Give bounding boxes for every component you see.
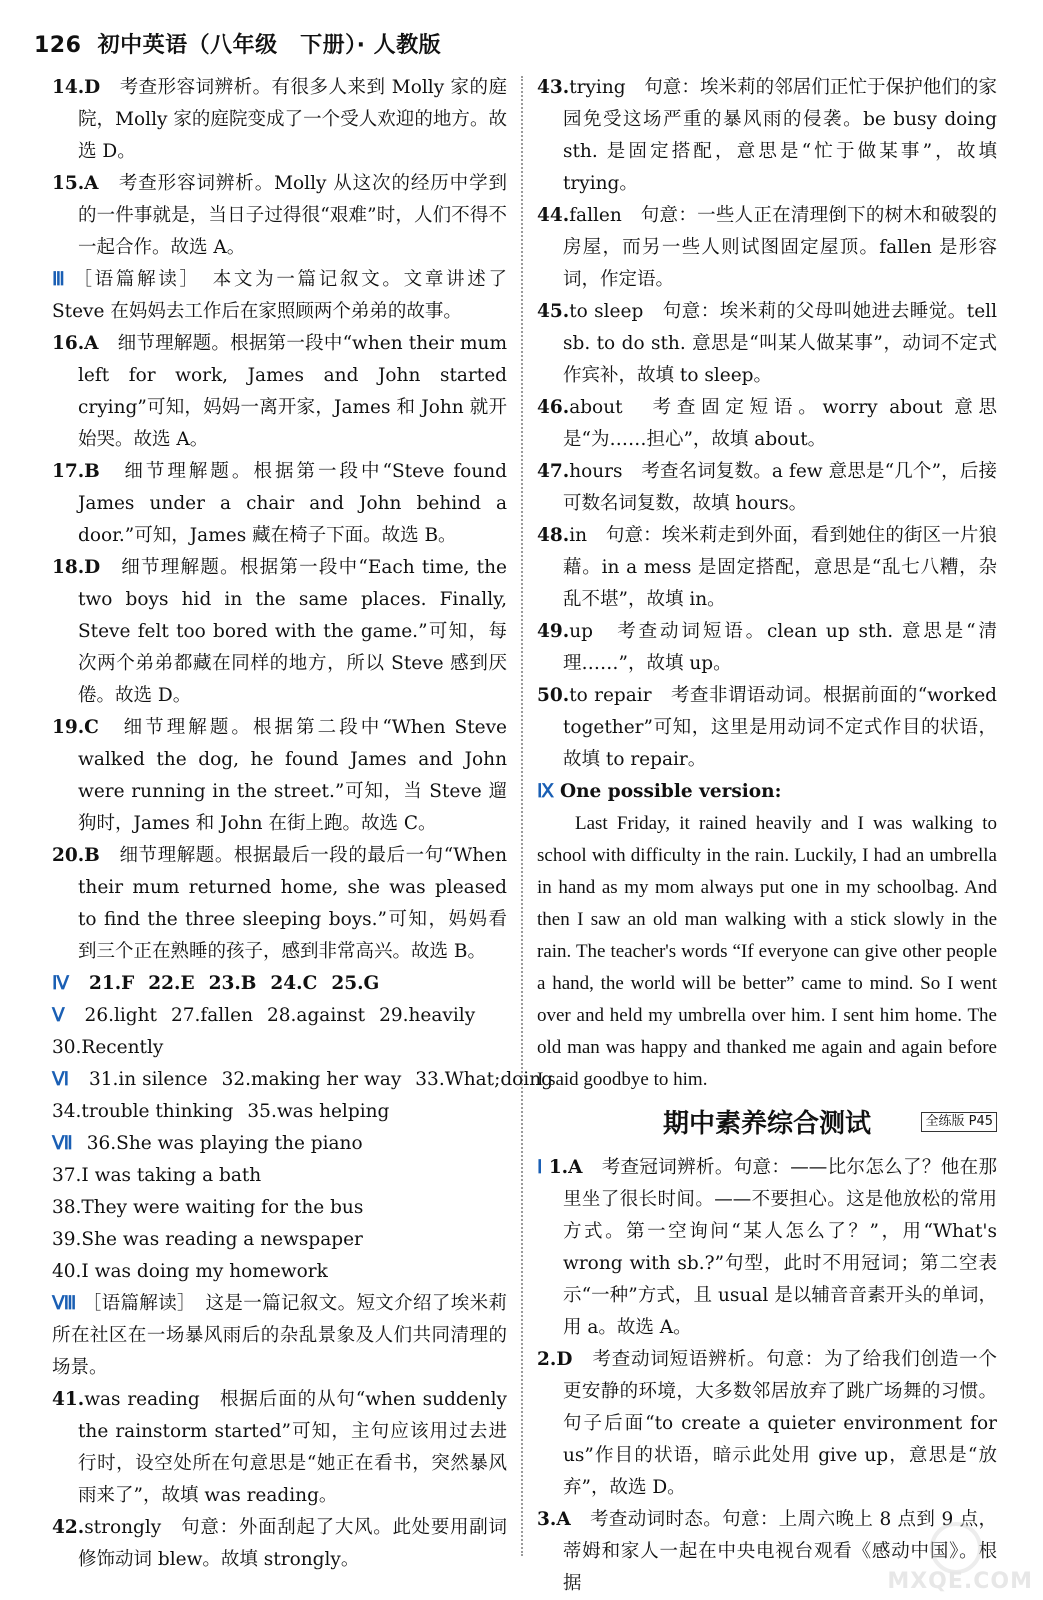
- answer-item: 48.in 句意：埃米莉走到外面，看到她住的街区一片狼藉。in a mess 是固定搭配，意思是“乱七八糟，杂乱不堪”，故填 in。: [537, 525, 997, 610]
- section-mark: Ⅳ: [52, 974, 70, 994]
- section-7-answers: Ⅶ 36.She was playing the piano: [52, 1133, 363, 1154]
- answer-line: 39.She was reading a newspaper: [52, 1229, 363, 1250]
- answer-item: 17.B 细节理解题。根据第一段中“Steve found James under a chair and John behind a door.”可知，James 藏在椅子下面。故选 B。: [52, 461, 507, 546]
- watermark-text: MXQE.COM: [887, 1569, 1033, 1594]
- answer-item: 50.to repair 考查非谓语动词。根据前面的“worked together”可知，这里是用动词不定式作目的状语，故填 to repair。: [537, 685, 997, 770]
- section-mark: Ⅵ: [52, 1070, 70, 1090]
- answer-line: 30.Recently: [52, 1037, 164, 1058]
- section-mark: Ⅸ: [537, 782, 554, 802]
- watermark-logo: [887, 1534, 1037, 1594]
- answer-item: 47.hours 考查名词复数。a few 意思是“几个”，后接可数名词复数，故填 hours。: [537, 461, 997, 514]
- answer-item: 46.about 考查固定短语。worry about 意思是“为……担心”，故填 about。: [537, 397, 997, 450]
- section-5-answers: Ⅴ 26.light 27.fallen 28.against 29.heavily: [52, 1005, 476, 1026]
- right-column: [537, 72, 997, 1600]
- answer-item: 2.D 考查动词短语辨析。句意：为了给我们创造一个更安静的环境，大多数邻居放弃了跳广场舞的习惯。句子后面“to create a quieter environment for us”作目的状语，暗示此处用 give up，意思是“放弃”，故选 D。: [537, 1349, 997, 1498]
- column-divider: [521, 76, 523, 1556]
- test-title-bar: [537, 1102, 997, 1146]
- page-header: [34, 28, 441, 59]
- answer-item: 19.C 细节理解题。根据第二段中“When Steve walked the dog, he found James and John were running in the street.”可知，当 Steve 遛狗时，James 和 John 在街上跑。故选 C。: [52, 717, 507, 834]
- section-6-answers: Ⅵ 31.in silence 32.making her way 33.What;doing: [52, 1069, 553, 1090]
- answer-line: 37.I was taking a bath: [52, 1165, 262, 1186]
- answer-item: 43.trying 句意：埃米莉的邻居们正忙于保护他们的家园免受这场严重的暴风雨的侵袭。be busy doing sth. 是固定搭配，意思是“忙于做某事”，故填 trying。: [537, 77, 997, 194]
- section-mark: Ⅲ: [52, 270, 68, 290]
- section-mark: Ⅷ: [52, 1294, 77, 1314]
- section-8-intro: Ⅷ ［语篇解读］ 这是一篇记叙文。短文介绍了埃米莉所在社区在一场暴风雨后的杂乱景象及人们共同清理的场景。: [52, 1293, 507, 1378]
- answer-item: 18.D 细节理解题。根据第一段中“Each time, the two boys hid in the same places. Finally, Steve felt too bored with the game.”可知，每次两个弟弟都藏在同样的地方，所以 Steve 感到厌倦。故选 D。: [52, 557, 507, 706]
- answer-line: 34.trouble thinking 35.was helping: [52, 1101, 390, 1122]
- answer-item: 42.strongly 句意：外面刮起了大风。此处要用副词修饰动词 blew。故填 strongly。: [52, 1517, 507, 1570]
- answer-item: 16.A 细节理解题。根据第一段中“when their mum left for work, James and John started crying”可知，妈妈一离开家，James 和 John 就开始哭。故选 A。: [52, 333, 507, 450]
- answer-item: 14.D 考查形容词辨析。有很多人来到 Molly 家的庭院，Molly 家的庭院变成了一个受人欢迎的地方。故选 D。: [52, 77, 507, 162]
- test-title: 期中素养综合测试: [662, 1109, 871, 1139]
- answer-item: 44.fallen 句意：一些人正在清理倒下的树木和破裂的房屋，而另一些人则试图固定屋顶。fallen 是形容词，作定语。: [537, 205, 997, 290]
- section-4-answers: Ⅳ 21.F 22.E 23.B 24.C 25.G: [52, 973, 380, 994]
- section-mark: Ⅶ: [52, 1134, 73, 1154]
- page-number: 126: [34, 33, 82, 58]
- section-3-intro: Ⅲ ［语篇解读］ 本文为一篇记叙文。文章讲述了 Steve 在妈妈去工作后在家照顾两个弟弟的故事。: [52, 269, 507, 322]
- answer-item: 20.B 细节理解题。根据最后一段的最后一句“When their mum returned home, she was pleased to find the three sleeping boys.”可知，妈妈看到三个正在熟睡的孩子，感到非常高兴。故选 B。: [52, 845, 507, 962]
- answer-item: 45.to sleep 句意：埃米莉的父母叫她进去睡觉。tell sb. to do sth. 意思是“叫某人做某事”，动词不定式作宾补，故填 to sleep。: [537, 301, 997, 386]
- section-9-heading: Ⅸ One possible version:: [537, 781, 782, 802]
- section-mark: Ⅴ: [52, 1006, 65, 1026]
- model-essay: Last Friday, it rained heavily and I was walking to school with difficulty in the rain. Luckily, I had an umbrella in hand as my mom always put one in my schoolbag. And then I saw an old man walking with a stick slowly in the rain. The teacher's words “If everyone can give other people a hand, the world will be better” came to mind. So I went over and held my umbrella over him. I sent him home. The old man was happy and thanked me again and again before I said goodbye to him.: [537, 813, 997, 1090]
- answer-line: 38.They were waiting for the bus: [52, 1197, 364, 1218]
- answer-item: 49.up 考查动词短语。clean up sth. 意思是“清理……”，故填 up。: [537, 621, 997, 674]
- watermark-circle-icon: [930, 1522, 982, 1574]
- answer-item: 41.was reading 根据后面的从句“when suddenly the rainstorm started”可知，主句应该用过去进行时，设空处所在句意思是“她正在看书，突然暴风雨来了”，故填 was reading。: [52, 1389, 507, 1506]
- answer-line: 40.I was doing my homework: [52, 1261, 328, 1282]
- answer-item: Ⅰ 1.A 考查冠词辨析。句意：——比尔怎么了？他在那里坐了很长时间。——不要担心。这是他放松的常用方式。第一空询问“某人怎么了？”，用“What's wrong with sb.?”句型，此时不用冠词；第二空表示“一种”方式，且 usual 是以辅音音素开头的单词，用 a。故选 A。: [537, 1157, 997, 1338]
- book-title: 初中英语（八年级 下册）· 人教版: [97, 33, 442, 58]
- answer-item: 15.A 考查形容词辨析。Molly 从这次的经历中学到的一件事就是，当日子过得很“艰难”时，人们不得不一起合作。故选 A。: [52, 173, 507, 258]
- reference-tag: 全练版 P45: [921, 1112, 997, 1132]
- answer-item: 3.A 考查动词时态。句意：上周六晚上 8 点到 9 点，蒂姆和家人一起在中央电视台观看《感动中国》。根据: [537, 1509, 997, 1594]
